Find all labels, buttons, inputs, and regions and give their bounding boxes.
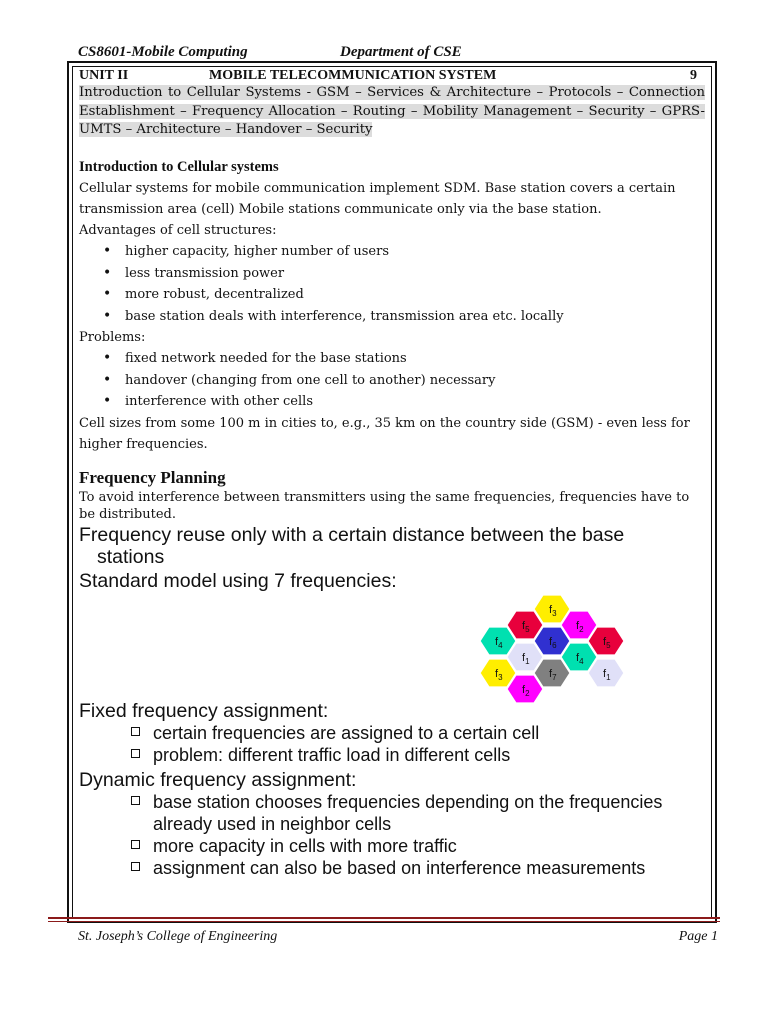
document-content [79,67,705,523]
hex-cell-label: $f_2$ [576,620,584,634]
list-item: • fixed network needed for the base stations [125,348,705,370]
hex-cell-label: $f_2$ [522,684,530,698]
square-bullet-icon [131,840,140,849]
unit-title-row [79,67,705,84]
square-bullet-icon [131,749,140,758]
unit-hours: 9 [690,68,697,83]
problems-label: Problems: [79,330,146,345]
slide-bullet: problem: different traffic load in different cells [79,744,709,766]
header-department: Department of CSE [340,44,462,60]
footer-page-number: Page 1 [678,929,718,944]
hex-cell-label: $f_7$ [549,668,557,682]
footer-rule-thin [48,921,720,922]
list-item: • less transmission power [125,263,705,285]
unit-label: UNIT II [79,68,129,83]
advantages-list [79,241,705,327]
list-item: • higher capacity, higher number of users [125,241,705,263]
hex-cell-label: $f_1$ [522,652,530,666]
slide-bullet: certain frequencies are assigned to a certain cell [79,722,709,744]
hex-cell-label: $f_1$ [603,668,611,682]
hex-cell-label: $f_6$ [549,636,557,650]
slide-line-reuse: Frequency reuse only with a certain distance between the base [79,524,625,546]
slide-line-standard-model: Standard model using 7 frequencies: [79,570,397,592]
footer-college: St. Joseph’s College of Engineering [78,929,278,944]
square-bullet-icon [131,796,140,805]
list-item: • base station deals with interference, transmission area etc. locally [125,306,705,328]
hex-cell-label: $f_3$ [549,604,557,618]
hexagon-frequency-diagram [470,595,645,710]
square-bullet-icon [131,727,140,736]
hex-cell-label: $f_4$ [495,636,503,650]
slide-heading-fixed: Fixed frequency assignment: [79,700,329,722]
list-item: • more robust, decentralized [125,284,705,306]
slide-bullet: assignment can also be based on interference measurements [79,857,709,879]
slide-bullet: base station chooses frequencies depending on the frequencies [79,791,709,813]
list-item: • handover (changing from one cell to another) necessary [125,370,705,392]
hex-cell-label: $f_5$ [522,620,530,634]
problems-list [79,348,705,413]
intro-paragraph: Cellular systems for mobile communication implement SDM. Base station covers a certain transmission area (cell) Mobile stations communicate only via the base station. [79,181,676,217]
section-heading-intro: Introduction to Cellular systems [79,158,279,175]
header-course: CS8601-Mobile Computing [78,44,248,60]
hex-cell-label: $f_5$ [603,636,611,650]
slide-bullet-continuation: already used in neighbor cells [153,814,392,834]
frequency-planning-paragraph: To avoid interference between transmitters using the same frequencies, frequencies have to be distributed. [79,489,690,522]
slide-heading-dynamic: Dynamic frequency assignment: [79,769,357,791]
advantages-label: Advantages of cell structures: [79,223,277,238]
hex-cell-label: $f_3$ [495,668,503,682]
square-bullet-icon [131,862,140,871]
list-item: • interference with other cells [125,391,705,413]
footer-rule [48,917,720,919]
slide-bullet: more capacity in cells with more traffic [79,835,709,857]
cell-sizes-paragraph: Cell sizes from some 100 m in cities to, e.g., 35 km on the country side (GSM) - even less for higher frequencies. [79,415,690,452]
syllabus-block [79,84,705,140]
hex-cell-label: $f_4$ [576,652,584,666]
unit-title: MOBILE TELECOMMUNICATION SYSTEM [209,68,497,83]
section-heading-frequency-planning: Frequency Planning [79,467,226,487]
slide-line-reuse-cont: stations [97,546,165,568]
syllabus-text: Introduction to Cellular Systems - GSM – Services & Architecture – Protocols – Connection Establishment – Frequency Allocation – Routing – Mobility Management – Security – GPRS- UMTS – Architecture – Handover – Security [79,85,705,137]
